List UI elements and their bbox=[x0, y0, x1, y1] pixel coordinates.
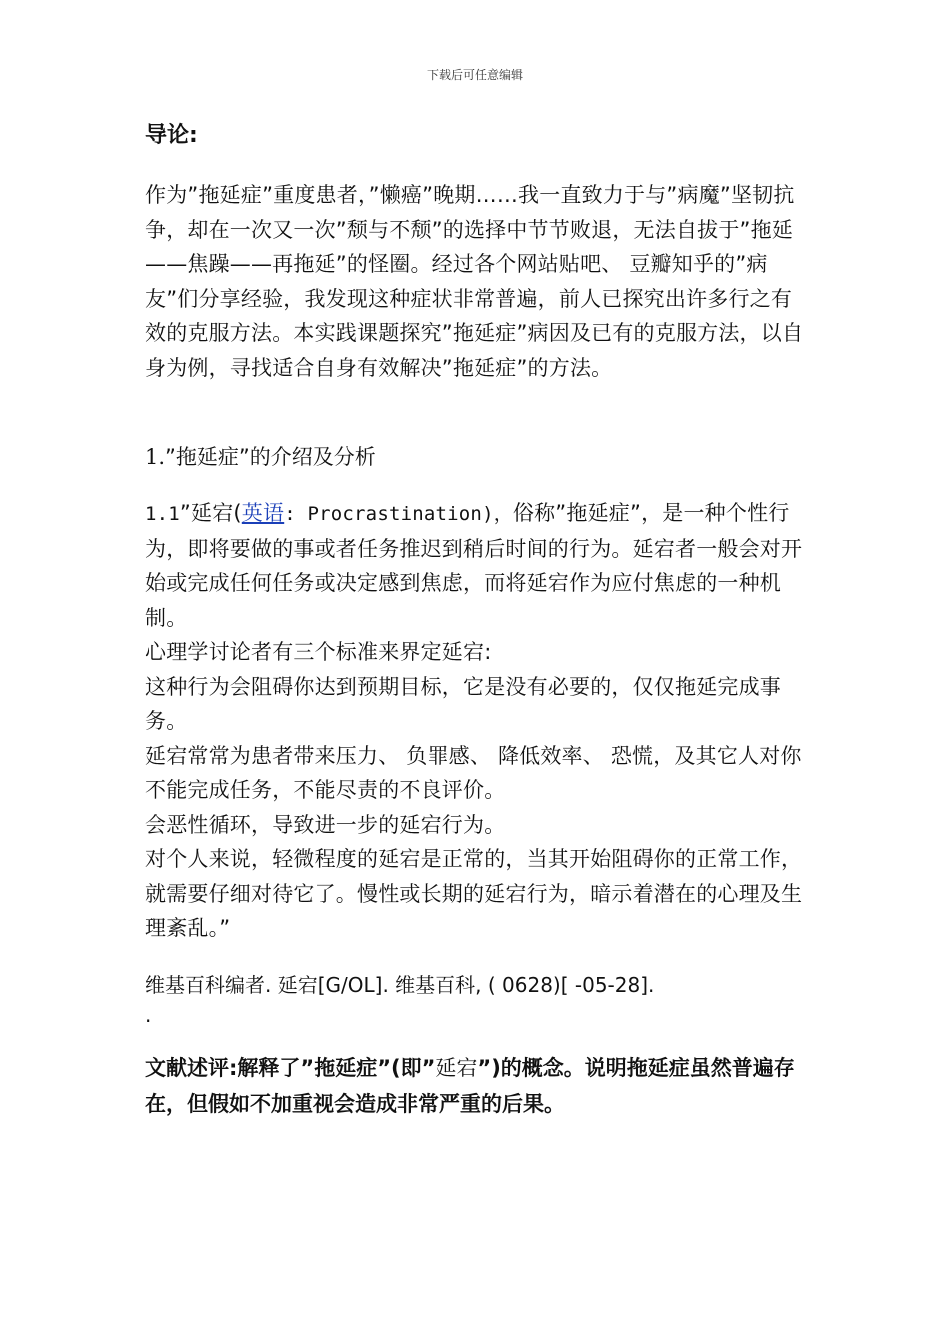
section-heading-1 bbox=[145, 440, 810, 474]
definition-paragraph bbox=[145, 496, 810, 635]
quote-open: ”延宕( bbox=[179, 501, 242, 525]
review-lead: 文献述评:解释了”拖延症”(即” bbox=[145, 1055, 436, 1080]
criterion-3: 会恶性循环，导致进一步的延宕行为。 bbox=[145, 812, 506, 837]
subsection-number: 1.1 bbox=[145, 503, 180, 525]
section-number: 1. bbox=[145, 445, 166, 469]
english-term: : Procrastination)， bbox=[284, 503, 513, 525]
criterion-1: 这种行为会阻碍你达到预期目标，它是没有必要的，仅仅拖延完成事务。 bbox=[145, 674, 781, 733]
document-body bbox=[145, 118, 810, 1122]
literature-review bbox=[145, 1050, 810, 1122]
intro-paragraph: 作为”拖延症”重度患者，”懒癌”晚期……我一直致力于与”病魔”坚韧抗争，却在一次又一次”颓与不颓”的选择中节节败退，无法自拔于”拖延——焦躁——再拖延”的怪圈。经过各个网站贴吧、 豆瓣知乎的”病友”们分享经验，我发现这种症状非常普遍，前人已探究出许多行之有效的克服方法。本实践课题探究”拖延症”病因及已有的克服方法，以自身为例，寻找适合自身有效解决”拖延症”的方法。 bbox=[145, 183, 804, 380]
review-tail: ”)的概念。说明拖延症虽然普遍存在，但假如不加重视会造成非常严重的后果。 bbox=[145, 1055, 795, 1116]
definition-text: 俗称”拖延症”，是一种个性行为，即将要做的事或者任务推迟到稍后时间的行为。延宕者一般会对开始或完成任何任务或决定感到焦虑，而将延宕作为应付焦虑的一种机制。 bbox=[145, 501, 803, 630]
section-title: ”拖延症”的介绍及分析 bbox=[165, 445, 376, 469]
page-title: 导论: bbox=[145, 123, 198, 148]
closing-paragraph: 对个人来说，轻微程度的延宕是正常的，当其开始阻碍你的正常工作，就需要仔细对待它了。慢性或长期的延宕行为，暗示着潜在的心理及生理紊乱。” bbox=[145, 847, 803, 940]
header-note: 下载后可任意编辑 bbox=[426, 68, 523, 82]
criteria-intro: 心理学讨论者有三个标准来界定延宕: bbox=[145, 640, 492, 664]
citation-trailing: . bbox=[145, 1002, 152, 1027]
criterion-2: 延宕常常为患者带来压力、 负罪感、 降低效率、 恐慌，及其它人对你不能完成任务，不能尽责的不良评价。 bbox=[145, 743, 802, 802]
citation: 维基百科编者. 延宕[G/OL]. 维基百科, ( 0628)[ -05-28]. bbox=[145, 972, 655, 997]
english-link[interactable]: 英语 bbox=[241, 501, 285, 525]
review-term: 延宕 bbox=[435, 1055, 478, 1080]
